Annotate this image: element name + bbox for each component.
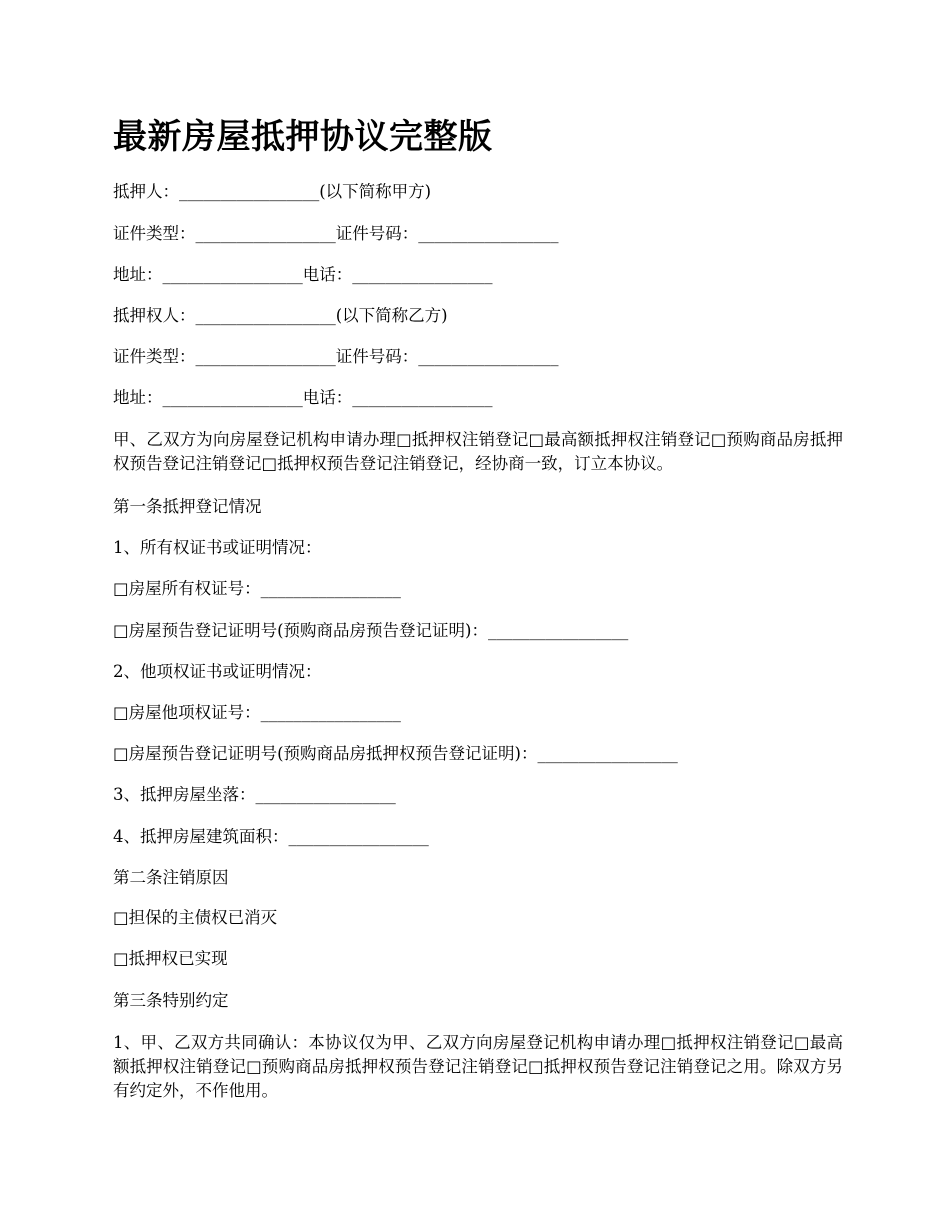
article3-clause1: 1、甲、乙双方共同确认：本协议仅为甲、乙双方向房屋登记机构申请办理□抵押权注销登记□最高额抵押权注销登记□预购商品房抵押权预告登记注销登记□抵押权预告登记注销登记之用。除双方另有约定外，不作他用。 — [113, 1033, 843, 1100]
mortgagor-line: 抵押人：_________________(以下简称甲方) — [113, 182, 432, 201]
article1-item: □房屋预告登记证明号(预购商品房抵押权预告登记证明)：_________________ — [113, 744, 678, 763]
article2-heading: 第二条注销原因 — [113, 868, 229, 887]
article1-item: □房屋预告登记证明号(预购商品房预告登记证明)：_________________ — [113, 621, 629, 640]
mortgagor-id-line: 证件类型：_________________证件号码：_________________ — [113, 224, 559, 243]
intro-paragraph: 甲、乙双方为向房屋登记机构申请办理□抵押权注销登记□最高额抵押权注销登记□预购商品房抵押权预告登记注销登记□抵押权预告登记注销登记，经协商一致，订立本协议。 — [113, 430, 843, 473]
article1-item: 3、抵押房屋坐落：_________________ — [113, 785, 396, 804]
article1-heading: 第一条抵押登记情况 — [113, 497, 262, 516]
article1-item: 2、他项权证书或证明情况： — [113, 662, 322, 681]
article3-heading: 第三条特别约定 — [113, 991, 229, 1010]
mortgagee-line: 抵押权人：_________________(以下简称乙方) — [113, 306, 448, 325]
article1-item: 4、抵押房屋建筑面积：_________________ — [113, 827, 429, 846]
article2-item: □担保的主债权已消灭 — [113, 908, 278, 927]
mortgagee-id-line: 证件类型：_________________证件号码：_________________ — [113, 347, 559, 366]
mortgagor-address-line: 地址：_________________电话：_________________ — [113, 265, 493, 284]
article1-item: 1、所有权证书或证明情况： — [113, 538, 322, 557]
mortgagee-address-line: 地址：_________________电话：_________________ — [113, 388, 493, 407]
article1-item: □房屋所有权证号：_________________ — [113, 579, 401, 598]
document-title: 最新房屋抵押协议完整版 — [113, 117, 493, 157]
article1-item: □房屋他项权证号：_________________ — [113, 703, 401, 722]
article2-item: □抵押权已实现 — [113, 949, 228, 968]
